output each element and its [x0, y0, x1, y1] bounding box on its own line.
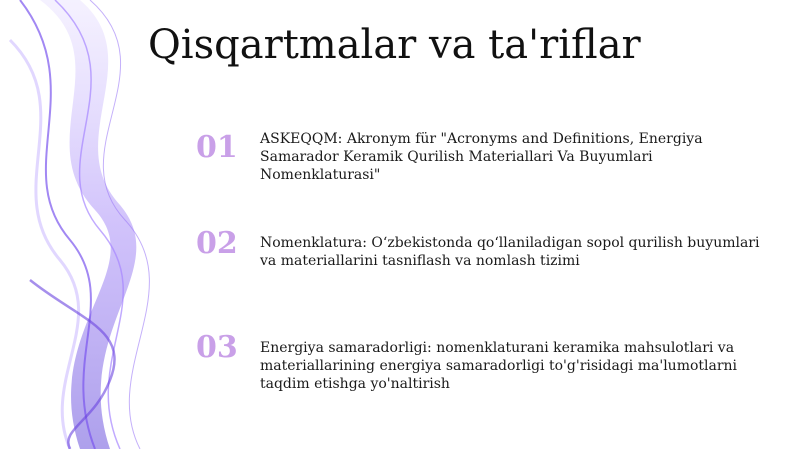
item-text: Nomenklatura: O‘zbekistonda qo‘llaniladigan sopol qurilish buyumlari va materiallarini tasniflash va nomlash tizimi — [260, 235, 760, 269]
item-number: 01 — [196, 130, 238, 165]
item-number: 03 — [196, 330, 238, 365]
slide-title: Qisqartmalar va ta'riflar — [148, 22, 641, 68]
item-text: Energiya samaradorligi: nomenklaturani keramika mahsulotlari va materiallarining energiya samaradorligi to'g'risidagi ma'lumotlarni taqdim etishga yo'naltirish — [260, 340, 738, 392]
item-text: ASKEQQM: Akronym für "Acronyms and Definitions, Energiya Samarador Keramik Qurilish Materiallari Va Buyumlari Nomenklaturasi" — [260, 131, 703, 183]
item-number: 02 — [196, 226, 238, 261]
